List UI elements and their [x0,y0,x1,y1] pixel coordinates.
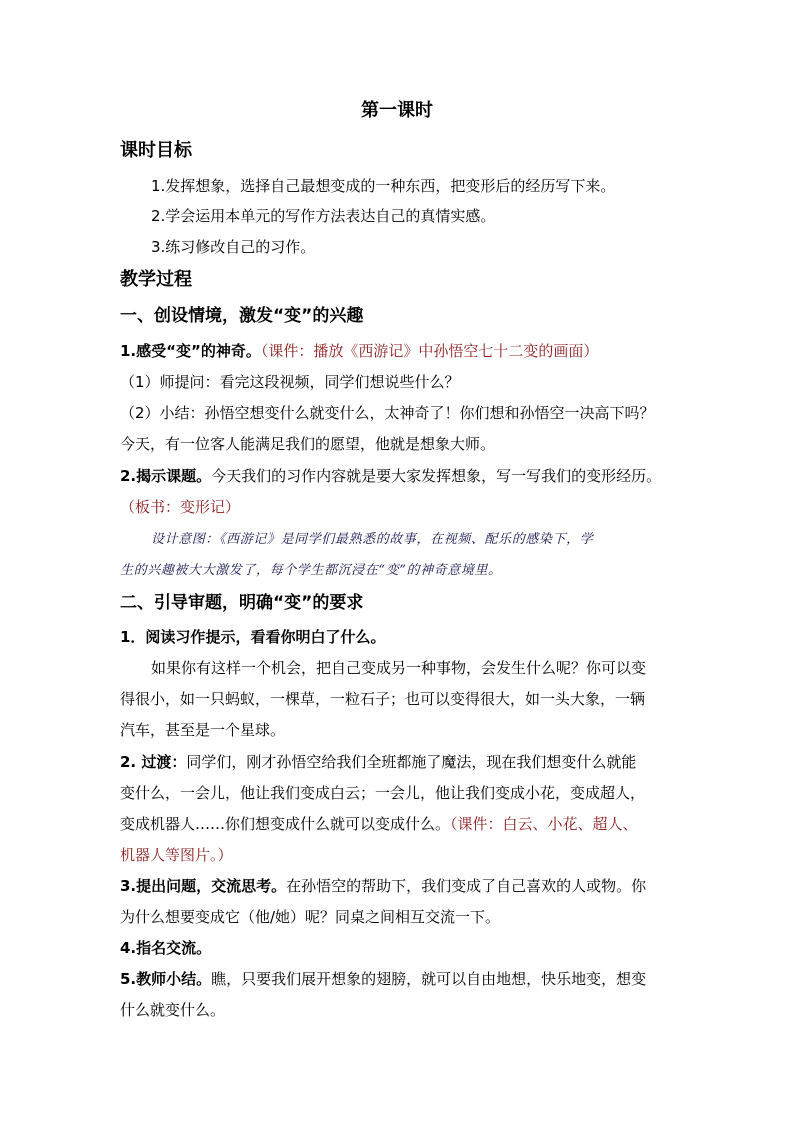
s2-paragraph-5-line-1 [120,969,646,989]
s2-p5-label: 5.教师小结。 [120,970,212,988]
section-1-heading: 一、创设情境，激发“变”的兴趣 [120,306,364,326]
s1-question-2-line-2: 今天，有一位客人能满足我们的愿望，他就是想象大师。 [120,435,496,453]
s1-paragraph-2 [120,466,661,486]
s2-paragraph-2-line-3 [120,814,638,834]
s1-p1-label: 1.感受“变”的神奇。 [120,342,261,360]
section-2-heading: 二、引导审题，明确“变”的要求 [120,593,364,613]
goals-heading: 课时目标 [120,140,192,161]
s2-p1-line-3: 汽车，甚至是一个星球。 [120,721,286,739]
s2-p4-label: 4.指名交流。 [120,939,212,957]
s1-question-2-line-1: （2）小结：孙悟空想变什么就变什么，太神奇了！你们想和孙悟空一决高下吗？ [120,404,655,422]
s2-paragraph-2-line-1 [120,752,636,772]
s2-p2-text-1: 同学们，刚才孙悟空给我们全班都施了魔法，现在我们想变什么就能 [186,753,637,771]
s2-p2-note-1: （课件：白云、小花、超人、 [450,815,638,833]
s1-question-1: （1）师提问：看完这段视频，同学们想说些什么？ [120,373,460,391]
s2-p3-line-2: 为什么想要变成它（他/她）呢？同桌之间相互交流一下。 [120,908,501,926]
s2-p3-label: 3.提出问题，交流思考。 [120,877,287,895]
s1-p2-label: 2.揭示课题。 [120,467,212,485]
goal-item-2: 2.学会运用本单元的写作方法表达自己的真情实感。 [151,207,496,225]
s2-p1-label: 1．阅读习作提示，看看你明白了什么。 [120,628,386,646]
design-intent-line-2: 生的兴趣被大大激发了，每个学生都沉浸在“变”的神奇意境里。 [120,563,502,578]
goal-item-3: 3.练习修改自己的习作。 [151,238,316,256]
s2-p2-note-2: 机器人等图片。） [120,846,233,864]
s2-p5-line-2: 什么就变什么。 [120,1001,226,1019]
design-intent-line-1: 设计意图：《西游记》是同学们最熟悉的故事，在视频、配乐的感染下，学 [151,532,594,547]
s2-p2-label: 2. 过渡： [120,753,187,771]
page-title: 第一课时 [361,100,433,121]
goal-item-1: 1.发挥想象，选择自己最想变成的一种东西，把变形后的经历写下来。 [151,177,616,195]
s2-p1-line-2: 得很小，如一只蚂蚁，一棵草，一粒石子；也可以变得很大，如一头大象，一辆 [120,690,646,708]
s1-p1-note: （课件：播放《西游记》中孙悟空七十二变的画面） [260,342,599,360]
s1-p2-text: 今天我们的习作内容就是要大家发挥想象，写一写我们的变形经历。 [211,467,662,485]
s2-p5-text-1: 瞧，只要我们展开想象的翅膀，就可以自由地想，快乐地变，想变 [211,970,647,988]
s1-p2-note: （板书：变形记） [120,498,241,516]
s2-p2-text-3: 变成机器人……你们想变成什么就可以变成什么。 [120,815,451,833]
s2-p3-text-1: 在孙悟空的帮助下，我们变成了自己喜欢的人或物。你 [286,877,647,895]
s2-p1-line-1: 如果你有这样一个机会，把自己变成另一种事物，会发生什么呢？你可以变 [151,659,647,677]
process-heading: 教学过程 [120,269,192,290]
s1-paragraph-1 [120,341,598,361]
s2-p2-line-2: 变什么，一会儿，他让我们变成白云；一会儿，他让我们变成小花，变成超人， [120,784,646,802]
s2-paragraph-3-line-1 [120,876,646,896]
